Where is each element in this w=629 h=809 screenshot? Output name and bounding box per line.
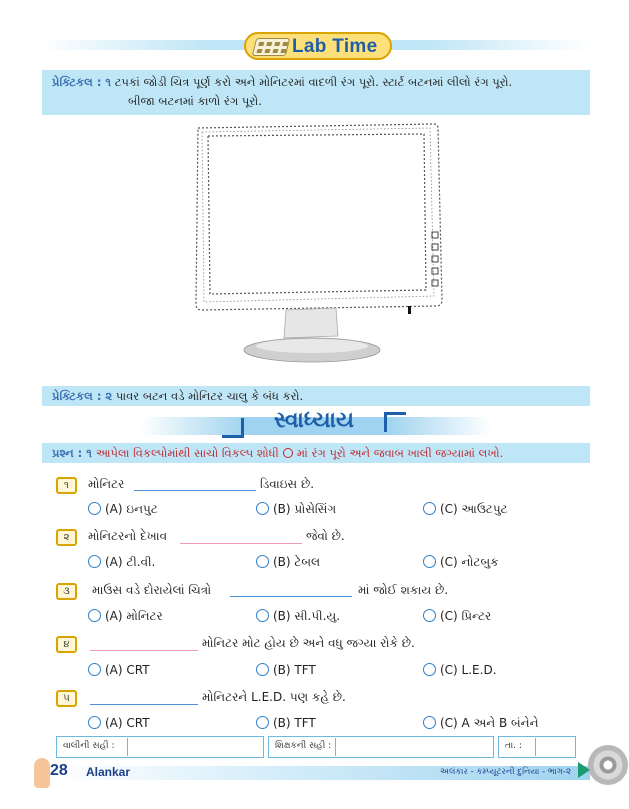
practical-2-label: પ્રેક્ટિકલ : ૨ [52, 389, 113, 403]
circle-icon [283, 448, 293, 458]
hand-icon [34, 758, 50, 788]
monitor-stand-top [256, 339, 368, 353]
option-a[interactable] [88, 663, 150, 677]
practical-1-text-2: બીજા બટનમાં કાળો રંગ પૂરો. [128, 94, 262, 108]
option-b[interactable] [256, 609, 340, 624]
date-box [498, 736, 576, 758]
teacher-signature-field[interactable] [335, 738, 492, 756]
option-c[interactable] [423, 663, 497, 677]
monitor-button[interactable] [432, 280, 438, 286]
monitor-drawing[interactable] [188, 120, 448, 370]
option-label: (B) TFT [273, 663, 316, 677]
option-a[interactable] [88, 716, 150, 730]
monitor-button[interactable] [432, 268, 438, 274]
radio-icon[interactable] [256, 663, 269, 676]
option-label: (C) પ્રિન્ટર [440, 609, 492, 623]
option-a[interactable] [88, 555, 155, 570]
cd-icon [588, 745, 628, 785]
practical-2-line [52, 389, 303, 404]
teacher-signature-label: શિક્ષકની સહી : [275, 741, 332, 751]
radio-icon[interactable] [256, 609, 269, 622]
option-b[interactable] [256, 502, 336, 517]
question-number: ૨ [56, 529, 77, 546]
answer-blank[interactable] [180, 543, 302, 544]
option-label: (B) સી.પી.યુ. [273, 609, 341, 623]
practical-2-text: પાવર બટન વડે મોનિટર ચાલુ કે બંધ કરો. [115, 389, 304, 403]
question-header [42, 443, 590, 463]
option-label: (C) આઉટપુટ [440, 502, 508, 516]
option-label: (B) ટેબલ [273, 555, 321, 569]
option-b[interactable] [256, 555, 320, 570]
practical-1-line-2 [128, 94, 262, 109]
question-text: માં જોઈ શકાય છે. [358, 583, 449, 597]
practical-1-line-1 [52, 75, 512, 90]
option-c[interactable] [423, 609, 491, 624]
radio-icon[interactable] [88, 609, 101, 622]
section-bracket-right [384, 412, 406, 432]
practical-1-box [42, 70, 590, 115]
radio-icon[interactable] [423, 609, 436, 622]
radio-icon[interactable] [256, 555, 269, 568]
date-field[interactable] [535, 738, 574, 756]
option-label: (A) CRT [105, 716, 150, 730]
question-text: ડિવાઇસ છે. [260, 477, 315, 491]
radio-icon[interactable] [88, 502, 101, 515]
option-c[interactable] [423, 555, 499, 570]
answer-blank[interactable] [90, 704, 198, 705]
parent-signature-field[interactable] [127, 738, 262, 756]
question-text: મોનિટર મોટ હોય છે અને વધુ જગ્યા રોકે છે. [202, 636, 415, 650]
brand-logo: Alankar [86, 765, 131, 779]
radio-icon[interactable] [423, 716, 436, 729]
option-b[interactable] [256, 663, 316, 677]
radio-icon[interactable] [88, 716, 101, 729]
radio-icon[interactable] [256, 716, 269, 729]
option-a[interactable] [88, 609, 163, 624]
option-label: (A) CRT [105, 663, 150, 677]
radio-icon[interactable] [88, 555, 101, 568]
practical-2-box [42, 386, 590, 406]
radio-icon[interactable] [256, 502, 269, 515]
option-c[interactable] [423, 502, 508, 517]
question-number: ૫ [56, 690, 77, 707]
monitor-neck [284, 308, 338, 338]
practical-1-text: ટપકાં જોડી ચિત્ર પૂર્ણ કરો અને મોનિટરમાં વાદળી રંગ પૂરો. સ્ટાર્ટ બટનમાં લીલો રંગ પૂરો. [114, 75, 513, 89]
answer-blank[interactable] [134, 490, 256, 491]
book-series: અલંકાર - કમ્પ્યૂટરની દુનિયા - ભાગ-૨ [440, 767, 571, 777]
question-text: મોનિટરને L.E.D. પણ કહે છે. [202, 690, 346, 704]
power-indicator [408, 306, 411, 314]
option-label: (C) A અને B બંનેને [440, 716, 539, 730]
option-c[interactable] [423, 716, 539, 731]
page-number: 28 [50, 762, 68, 779]
answer-blank[interactable] [90, 650, 198, 651]
radio-icon[interactable] [423, 663, 436, 676]
question-text: માઉસ વડે દોરાયેલાં ચિત્રો [92, 583, 212, 597]
monitor-screen[interactable] [208, 134, 426, 294]
section-title: સ્વાધ્યાય [273, 408, 355, 433]
option-label: (A) ટી.વી. [105, 555, 156, 569]
option-label: (C) નોટબુક [440, 555, 499, 569]
parent-signature-label: વાલીની સહી : [63, 741, 115, 751]
question-header-line [52, 446, 503, 461]
question-text: જેવો છે. [306, 529, 345, 543]
question-number: ૪ [56, 636, 77, 653]
teacher-signature-box [268, 736, 494, 758]
radio-icon[interactable] [423, 555, 436, 568]
option-b[interactable] [256, 716, 316, 730]
radio-icon[interactable] [423, 502, 436, 515]
option-label: (B) TFT [273, 716, 316, 730]
option-label: (A) ઇનપુટ [105, 502, 158, 516]
lab-time-title: Lab Time [292, 36, 378, 57]
parent-signature-box [56, 736, 264, 758]
option-a[interactable] [88, 502, 158, 517]
question-text: મોનિટર [88, 477, 125, 491]
question-number: ૧ [56, 477, 77, 494]
question-instruction-1: આપેલા વિકલ્પોમાંથી સાચો વિકલ્પ શોધી [95, 446, 279, 460]
question-number: ૩ [56, 583, 77, 600]
question-instruction-2: માં રંગ પૂરો અને જવાબ ખાલી જગ્યામાં લખો. [296, 446, 504, 460]
date-label: તા. : [505, 741, 522, 751]
option-label: (C) L.E.D. [440, 663, 497, 677]
question-text: મોનિટરનો દેખાવ [88, 529, 168, 543]
lab-time-badge [244, 32, 392, 60]
monitor-bezel [202, 128, 434, 302]
question-label: પ્રશ્ન : ૧ [52, 446, 92, 460]
radio-icon[interactable] [88, 663, 101, 676]
arrow-icon [578, 762, 590, 778]
answer-blank[interactable] [230, 596, 352, 597]
option-label: (B) પ્રોસેસિંગ [273, 502, 337, 516]
option-label: (A) મોનિટર [105, 609, 163, 623]
keyboard-icon [252, 38, 290, 56]
practical-1-label: પ્રેક્ટિકલ : ૧ [52, 75, 112, 89]
monitor-frame [196, 124, 442, 310]
section-bracket-left [222, 418, 244, 438]
